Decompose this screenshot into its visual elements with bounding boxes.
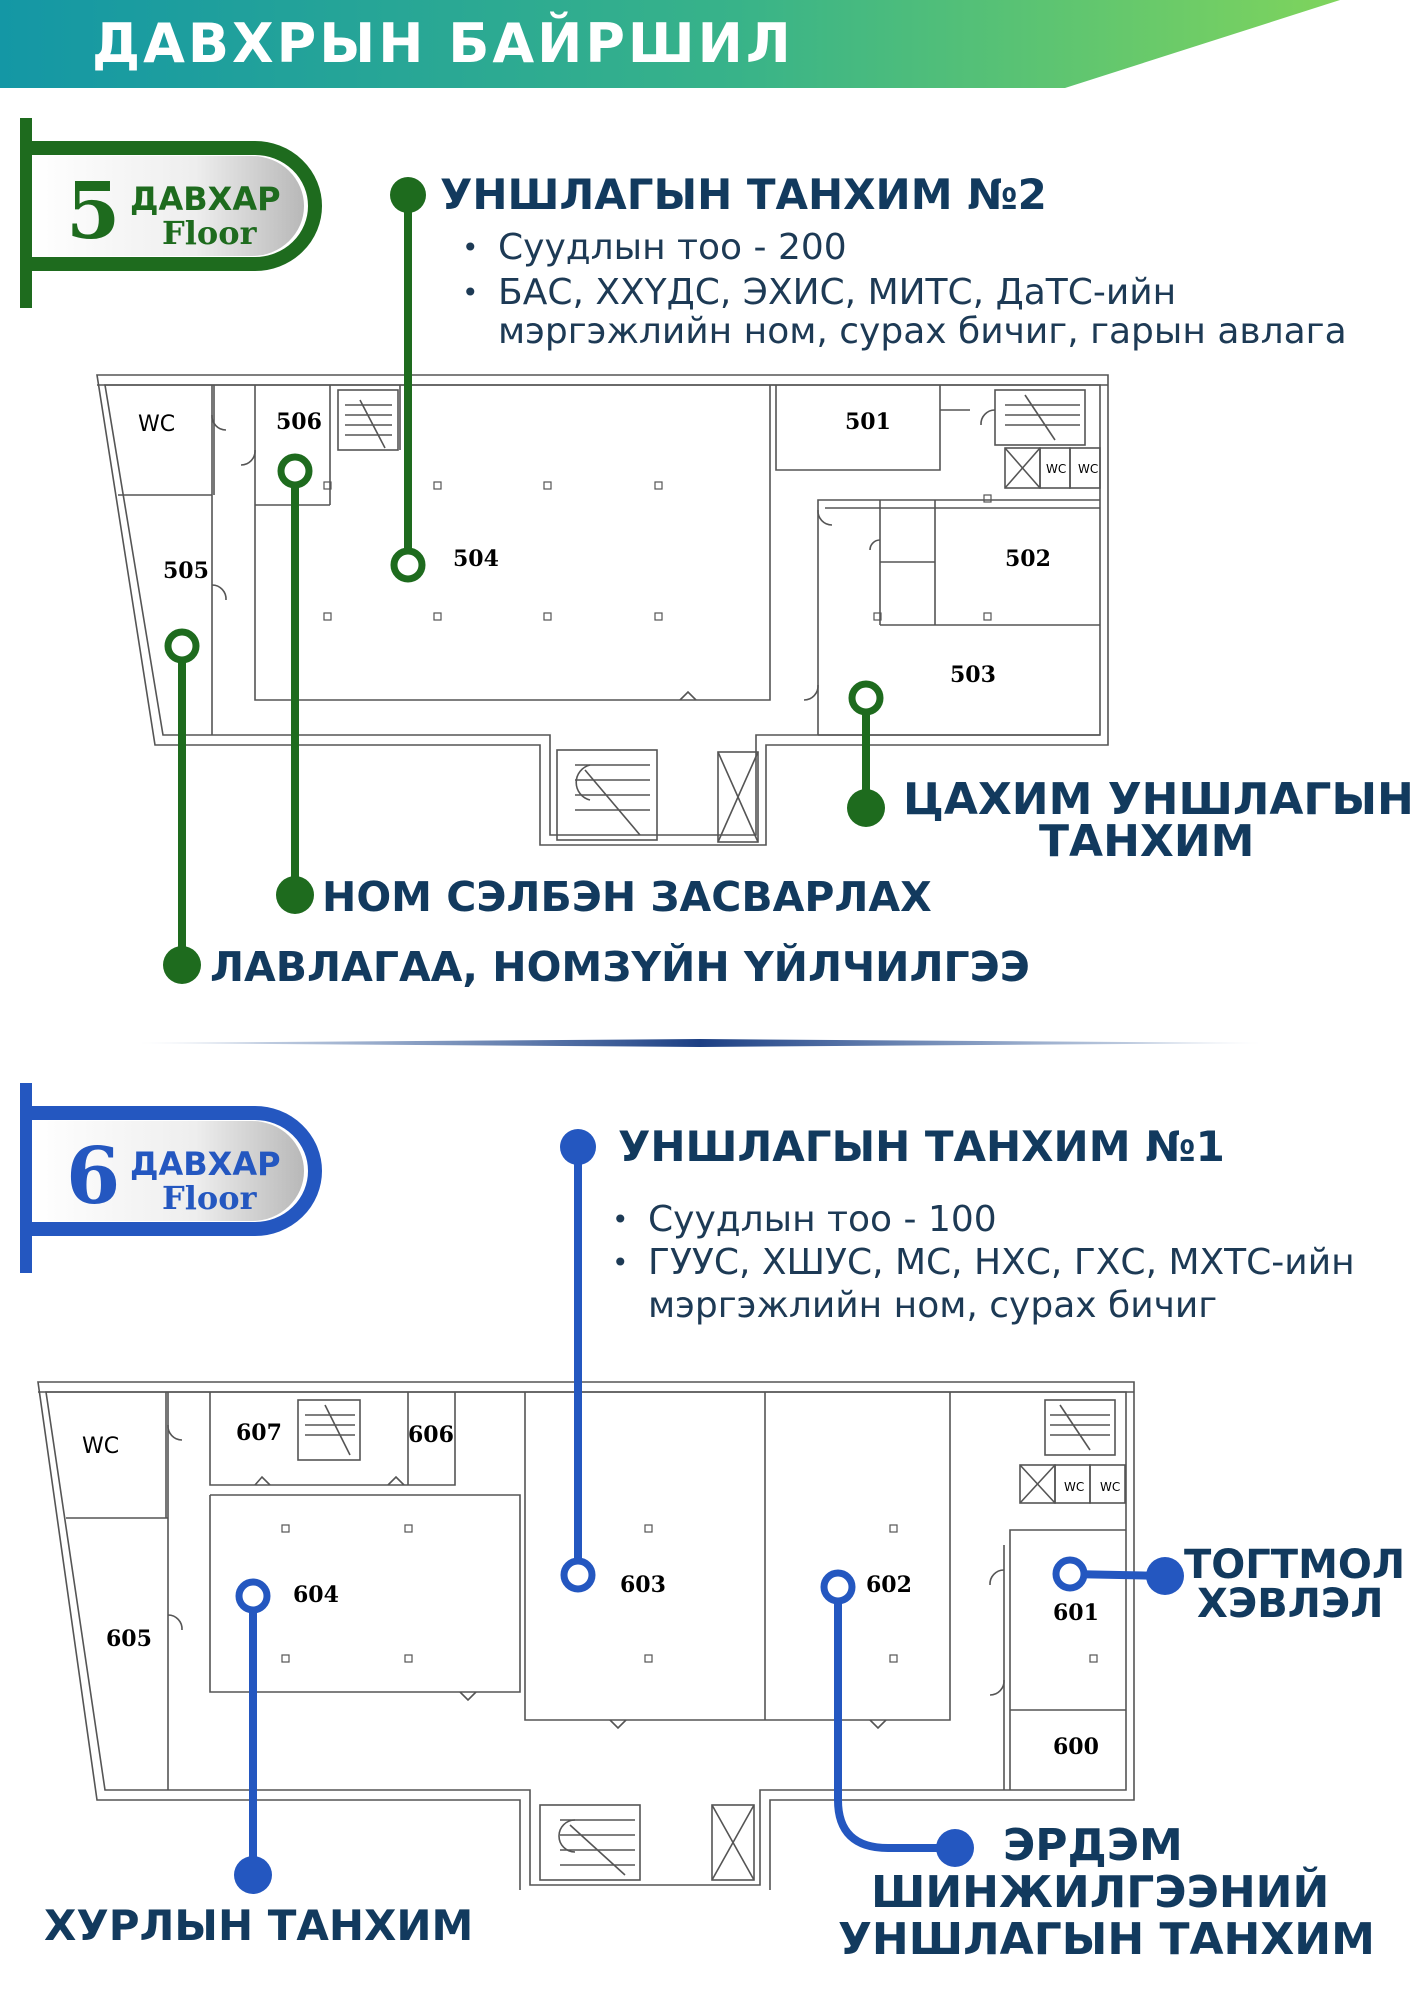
floor6-room-603: 603 (620, 1572, 666, 1598)
floor6-research-line3: УНШЛАГЫН ТАНХИМ (838, 1914, 1375, 1965)
floor5-room-502: 502 (1005, 546, 1051, 572)
floor6-number: 6 (66, 1131, 121, 1222)
floor5-room-wc-right-a: WC (1046, 462, 1067, 476)
floor6-room-604: 604 (293, 1582, 339, 1608)
floor6-label-mn: ДАВХАР (130, 1145, 281, 1183)
floor5-digital-hall-line2: ТАНХИМ (1039, 816, 1255, 867)
floor6-room-606: 606 (408, 1422, 454, 1448)
floor6-room-601: 601 (1053, 1600, 1099, 1626)
section-divider (140, 1038, 1260, 1048)
floor6-room-wc: WC (82, 1434, 120, 1459)
floor6-research-line2: ШИНЖИЛГЭЭНИЙ (871, 1867, 1330, 1918)
floor5-bullet-seats: • Суудлын тоо - 200 (498, 227, 847, 268)
floor6-room-600: 600 (1053, 1734, 1099, 1760)
floor6-room-wc-right-a: WC (1064, 1480, 1085, 1494)
page-title: ДАВХРЫН БАЙРШИЛ (92, 12, 794, 75)
floor6-bullet-seats: • Суудлын тоо - 100 (648, 1199, 997, 1240)
floor6-room-602: 602 (866, 1572, 912, 1598)
floor5-room-503: 503 (950, 662, 996, 688)
floor6-periodicals-line1: ТОГТМОЛ (1184, 1542, 1406, 1588)
floor5-room-wc-right-b: WC (1078, 462, 1099, 476)
floor5-bullet-schools: • БАС, ХХҮДС, ЭХИС, МИТС, ДаТС-ийн (498, 272, 1176, 313)
floor5-reading-hall-title: УНШЛАГЫН ТАНХИМ №2 (440, 170, 1047, 219)
floor5-room-506: 506 (276, 409, 322, 435)
floor5-digital-hall-line1: ЦАХИМ УНШЛАГЫН (903, 774, 1414, 825)
floor6-bullet-schools: • ГУУС, ХШУС, МС, НХС, ГХС, МХТС-ийн (648, 1242, 1355, 1283)
floor5-bullet-books: мэргэжлийн ном, сурах бичиг, гарын авлага (498, 311, 1347, 352)
floor5-reading-hall-dot (390, 177, 426, 213)
floor6-floor-plan (0, 1370, 1414, 1890)
floor5-label-en: Floor (162, 214, 257, 252)
floor5-repair-label: НОМ СЭЛБЭН ЗАСВАРЛАХ (322, 873, 932, 921)
floor6-conference-label: ХУРЛЫН ТАНХИМ (44, 1901, 474, 1950)
floor5-repair-dot (276, 876, 314, 914)
floor6-periodicals-line2: ХЭВЛЭЛ (1197, 1581, 1384, 1627)
floor5-reference-dot (163, 946, 201, 984)
floor6-bullet-books: мэргэжлийн ном, сурах бичиг (648, 1285, 1218, 1326)
floor5-room-501: 501 (845, 409, 891, 435)
floor6-label-en: Floor (162, 1179, 257, 1217)
floor5-number: 5 (66, 166, 121, 257)
floor5-label-mn: ДАВХАР (130, 180, 281, 218)
floor6-room-605: 605 (106, 1626, 152, 1652)
floor6-research-line1: ЭРДЭМ (1003, 1820, 1183, 1871)
floor6-reading-hall-dot (560, 1129, 596, 1165)
floor5-room-wc: WC (138, 412, 176, 437)
floor6-room-wc-right-b: WC (1100, 1480, 1121, 1494)
floor6-reading-hall-title: УНШЛАГЫН ТАНХИМ №1 (618, 1122, 1225, 1171)
floor5-room-505: 505 (163, 558, 209, 584)
floor6-room-607: 607 (236, 1420, 282, 1446)
floor5-reference-label: ЛАВЛАГАА, НОМЗҮЙН ҮЙЛЧИЛГЭЭ (210, 943, 1030, 991)
floor5-room-504: 504 (453, 546, 499, 572)
